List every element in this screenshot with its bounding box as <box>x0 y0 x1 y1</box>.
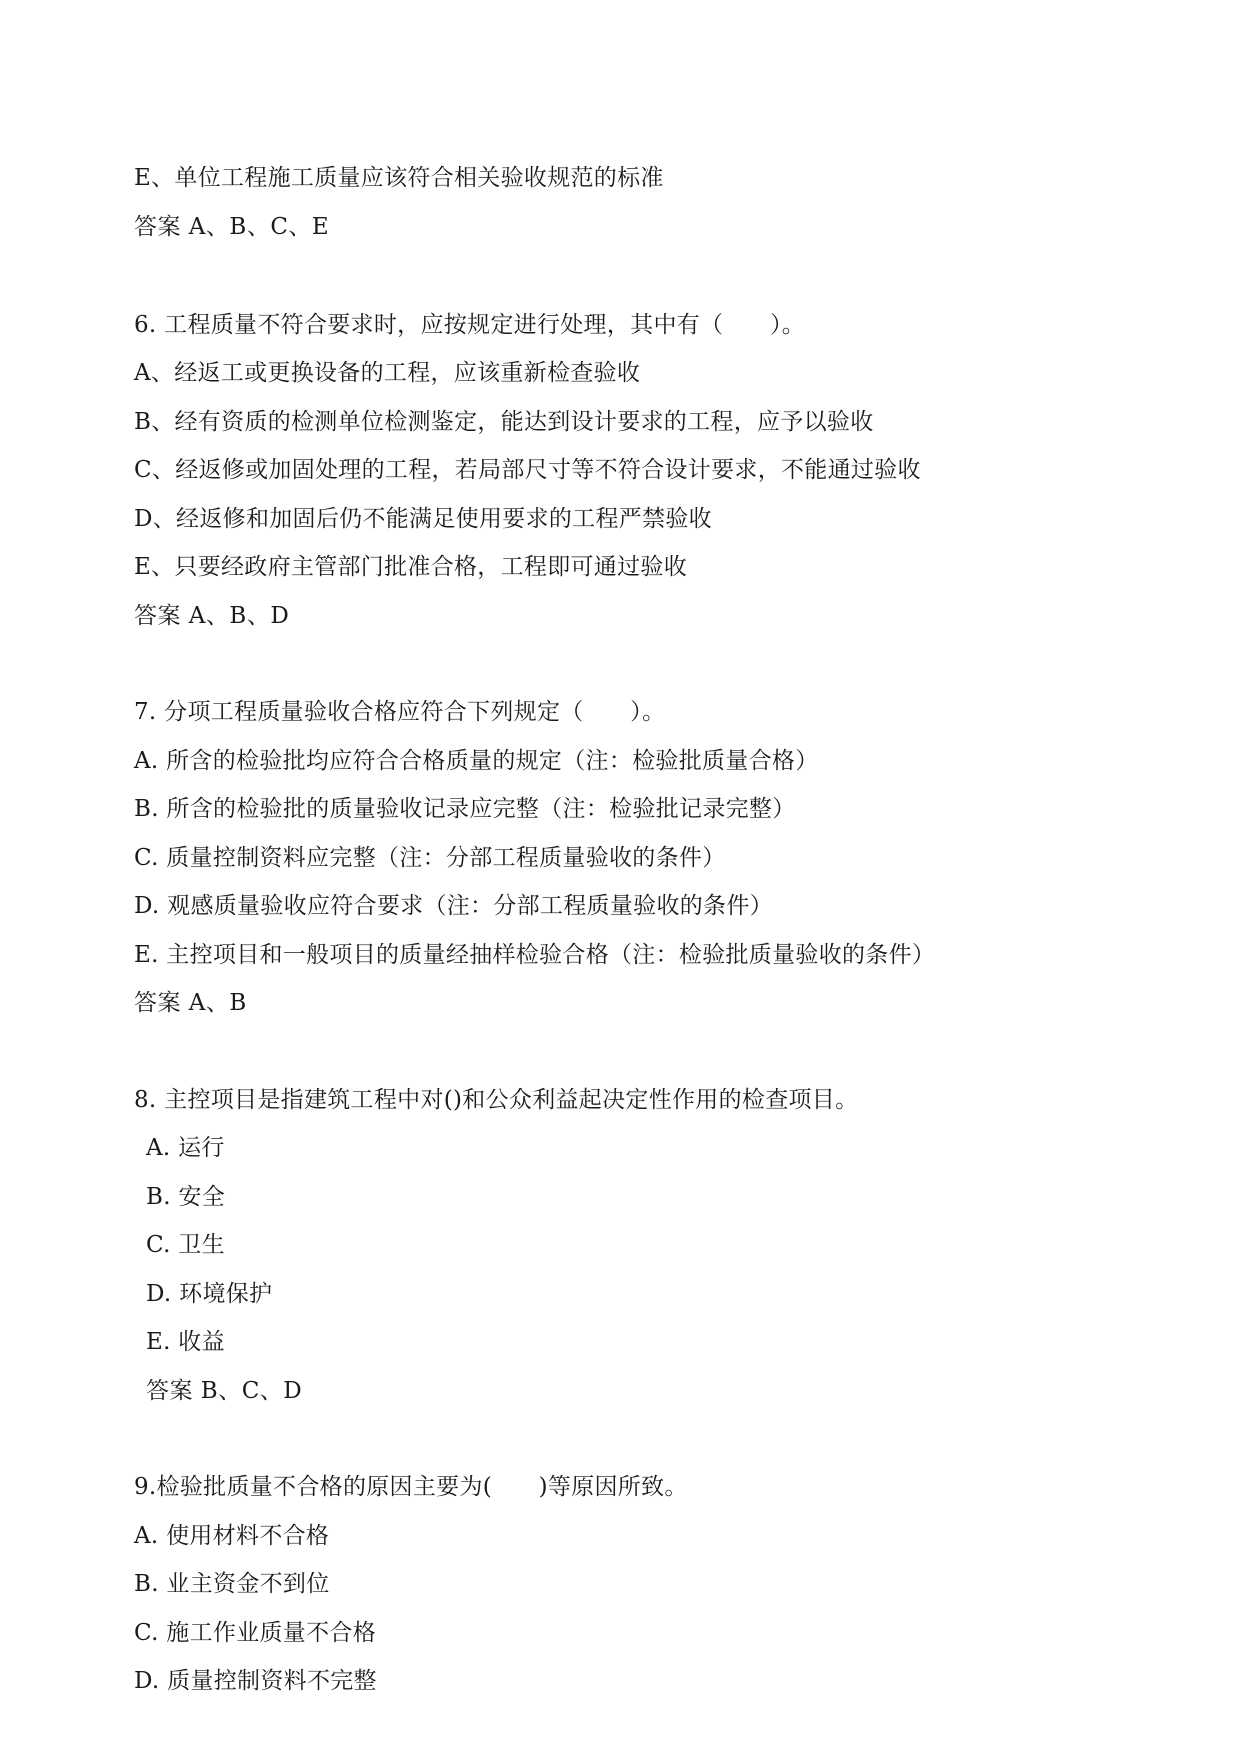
q5-option-e: E、单位工程施工质量应该符合相关验收规范的标准 <box>134 165 664 191</box>
q6-option-d: D、经返修和加固后仍不能满足使用要求的工程严禁验收 <box>134 506 712 532</box>
q7-option-a: A. 所含的检验批均应符合合格质量的规定（注：检验批质量合格） <box>134 748 819 774</box>
q6-option-c: C、经返修或加固处理的工程，若局部尺寸等不符合设计要求，不能通过验收 <box>134 457 921 483</box>
q9-option-b: B. 业主资金不到位 <box>134 1571 330 1597</box>
q9-option-a: A. 使用材料不合格 <box>134 1523 330 1549</box>
q8-option-c: C. 卫生 <box>146 1232 225 1258</box>
q7-answer: 答案 A、B <box>134 990 247 1016</box>
q7-option-b: B. 所含的检验批的质量验收记录应完整（注：检验批记录完整） <box>134 796 796 822</box>
q9-option-d: D. 质量控制资料不完整 <box>134 1668 377 1694</box>
q9-option-c: C. 施工作业质量不合格 <box>134 1620 377 1646</box>
q5-answer: 答案 A、B、C、E <box>134 214 330 240</box>
q7-option-c: C. 质量控制资料应完整（注：分部工程质量验收的条件） <box>134 845 726 871</box>
q8-answer: 答案 B、C、D <box>146 1378 303 1404</box>
q6-answer: 答案 A、B、D <box>134 603 290 629</box>
q6-option-b: B、经有资质的检测单位检测鉴定，能达到设计要求的工程，应予以验收 <box>134 409 874 435</box>
q7-option-e: E. 主控项目和一般项目的质量经抽样检验合格（注：检验批质量验收的条件） <box>134 942 936 968</box>
q8-option-e: E. 收益 <box>146 1329 225 1355</box>
q8-option-b: B. 安全 <box>146 1184 226 1210</box>
q7-question: 7. 分项工程质量验收合格应符合下列规定（ ）。 <box>134 699 666 725</box>
q6-option-a: A、经返工或更换设备的工程，应该重新检查验收 <box>134 360 641 386</box>
q8-option-d: D. 环境保护 <box>146 1281 273 1307</box>
q7-option-d: D. 观感质量验收应符合要求（注：分部工程质量验收的条件） <box>134 893 773 919</box>
q6-option-e: E、只要经政府主管部门批准合格，工程即可通过验收 <box>134 554 687 580</box>
q6-question: 6. 工程质量不符合要求时，应按规定进行处理，其中有（ ）。 <box>134 312 806 338</box>
q8-option-a: A. 运行 <box>146 1135 225 1161</box>
q9-question: 9.检验批质量不合格的原因主要为( )等原因所致。 <box>134 1474 688 1500</box>
q8-question: 8. 主控项目是指建筑工程中对()和公众利益起决定性作用的检查项目。 <box>134 1087 859 1113</box>
